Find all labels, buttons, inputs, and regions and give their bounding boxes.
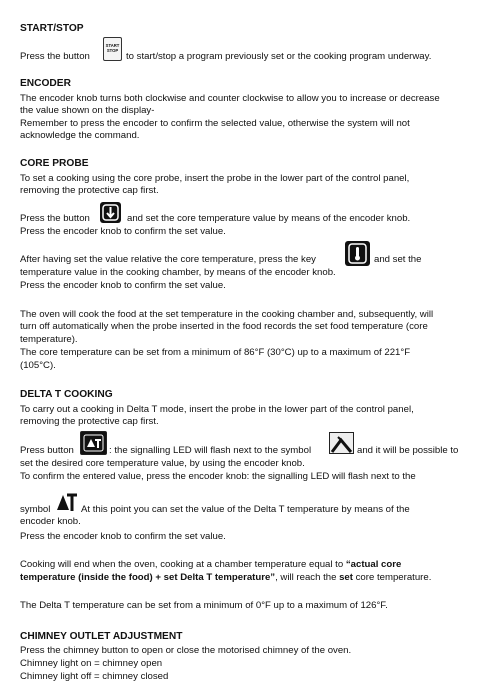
delta-t-end-bold: “actual core	[345, 559, 402, 570]
encoder-line: the value shown on the display-	[20, 105, 155, 116]
delta-t-button-icon	[80, 431, 107, 455]
delta-t-line: Press the encoder knob to confirm the set value.	[20, 531, 226, 542]
core-probe-line: The oven will cook the food at the set temperature in the cooking chamber and, subsequently, will	[20, 309, 434, 320]
core-probe-line: removing the protective cap first.	[20, 185, 159, 196]
start-stop-icon-bottom: STOP	[106, 48, 119, 53]
core-probe-line: turn off automatically when the probe inserted in the food records the set food temperature (core	[20, 321, 428, 332]
delta-t-line: removing the protective cap first.	[20, 416, 159, 427]
core-probe-line: The core temperature can be set from a minimum of 86°F (30°C) up to a maximum of 221°F	[20, 347, 411, 358]
core-probe-line: To set a cooking using the core probe, insert the probe in the lower part of the control panel,	[20, 173, 410, 184]
probe-symbol-icon	[329, 432, 354, 454]
delta-t-heading: DELTA T COOKING	[20, 389, 113, 400]
core-probe-icon	[100, 202, 121, 223]
chimney-line: Chimney light off = chimney closed	[20, 671, 169, 682]
delta-t-symbol-text-after: At this point you can set the value of the Delta T temperature by means of the	[81, 504, 410, 515]
core-probe-line: Press the encoder knob to confirm the set value.	[20, 280, 226, 291]
start-stop-text-after: to start/stop a program previously set or the cooking program underway.	[126, 51, 432, 62]
start-stop-icon-top: START	[105, 43, 120, 48]
delta-t-end-text: Cooking will end when the oven, cooking at a chamber temperature equal to	[20, 559, 346, 570]
delta-t-end-bold: temperature (inside the food) + set Delta T temperature”	[20, 572, 276, 583]
chimney-line: Press the chimney button to open or close the motorised chimney of the oven.	[20, 645, 352, 656]
delta-t-line: set the desired core temperature value, by using the encoder knob.	[20, 458, 305, 469]
delta-t-line: encoder knob.	[20, 516, 81, 527]
core-probe-line: temperature value in the cooking chamber, by means of the encoder knob.	[20, 267, 336, 278]
core-probe-heading: CORE PROBE	[20, 158, 89, 169]
core-probe-line: temperature).	[20, 334, 78, 345]
chamber-temperature-icon	[345, 241, 370, 266]
start-stop-button-icon	[103, 37, 122, 61]
core-probe-key-text: After having set the value relative the core temperature, press the key	[20, 254, 316, 265]
core-probe-line: Press the encoder knob to confirm the set value.	[20, 226, 226, 237]
chimney-heading: CHIMNEY OUTLET ADJUSTMENT	[20, 631, 183, 642]
encoder-line: The encoder knob turns both clockwise and counter clockwise to allow you to increase or decrease	[20, 93, 440, 104]
delta-t-end-text: , will reach the	[275, 572, 340, 583]
delta-t-symbol-icon	[55, 489, 79, 513]
core-probe-line: (105°C).	[20, 360, 56, 371]
encoder-line: acknowledge the command.	[20, 130, 140, 141]
delta-t-symbol-text: symbol	[20, 504, 51, 515]
encoder-heading: ENCODER	[20, 78, 71, 89]
start-stop-text	[20, 51, 90, 63]
delta-t-line: To confirm the entered value, press the encoder knob: the signalling LED will flash next to the	[20, 471, 416, 482]
core-probe-key-text-after: and set the	[374, 254, 422, 265]
delta-t-end-line-2	[20, 572, 431, 584]
chimney-line: Chimney light on = chimney open	[20, 658, 163, 669]
core-probe-button-text: Press the button	[20, 213, 90, 224]
delta-t-end-text: core temperature.	[352, 572, 432, 583]
delta-t-range-line: The Delta T temperature can be set from a minimum of 0°F up to a maximum of 126°F.	[20, 600, 388, 611]
core-probe-button-text-after: and set the core temperature value by means of the encoder knob.	[127, 213, 411, 224]
delta-t-end-bold: set	[339, 572, 353, 583]
encoder-line: Remember to press the encoder to confirm the selected value, otherwise the system will not	[20, 118, 410, 129]
delta-t-line: To carry out a cooking in Delta T mode, insert the probe in the lower part of the control panel,	[20, 404, 414, 415]
delta-t-button-text-mid: : the signalling LED will flash next to the symbol	[109, 445, 312, 456]
delta-t-button-text-after: and it will be possible to	[357, 445, 459, 456]
start-stop-text-before: Press the button	[20, 51, 90, 62]
delta-t-end-line-1	[20, 559, 401, 571]
start-stop-heading: START/STOP	[20, 23, 84, 34]
delta-t-button-text: Press button	[20, 445, 74, 456]
